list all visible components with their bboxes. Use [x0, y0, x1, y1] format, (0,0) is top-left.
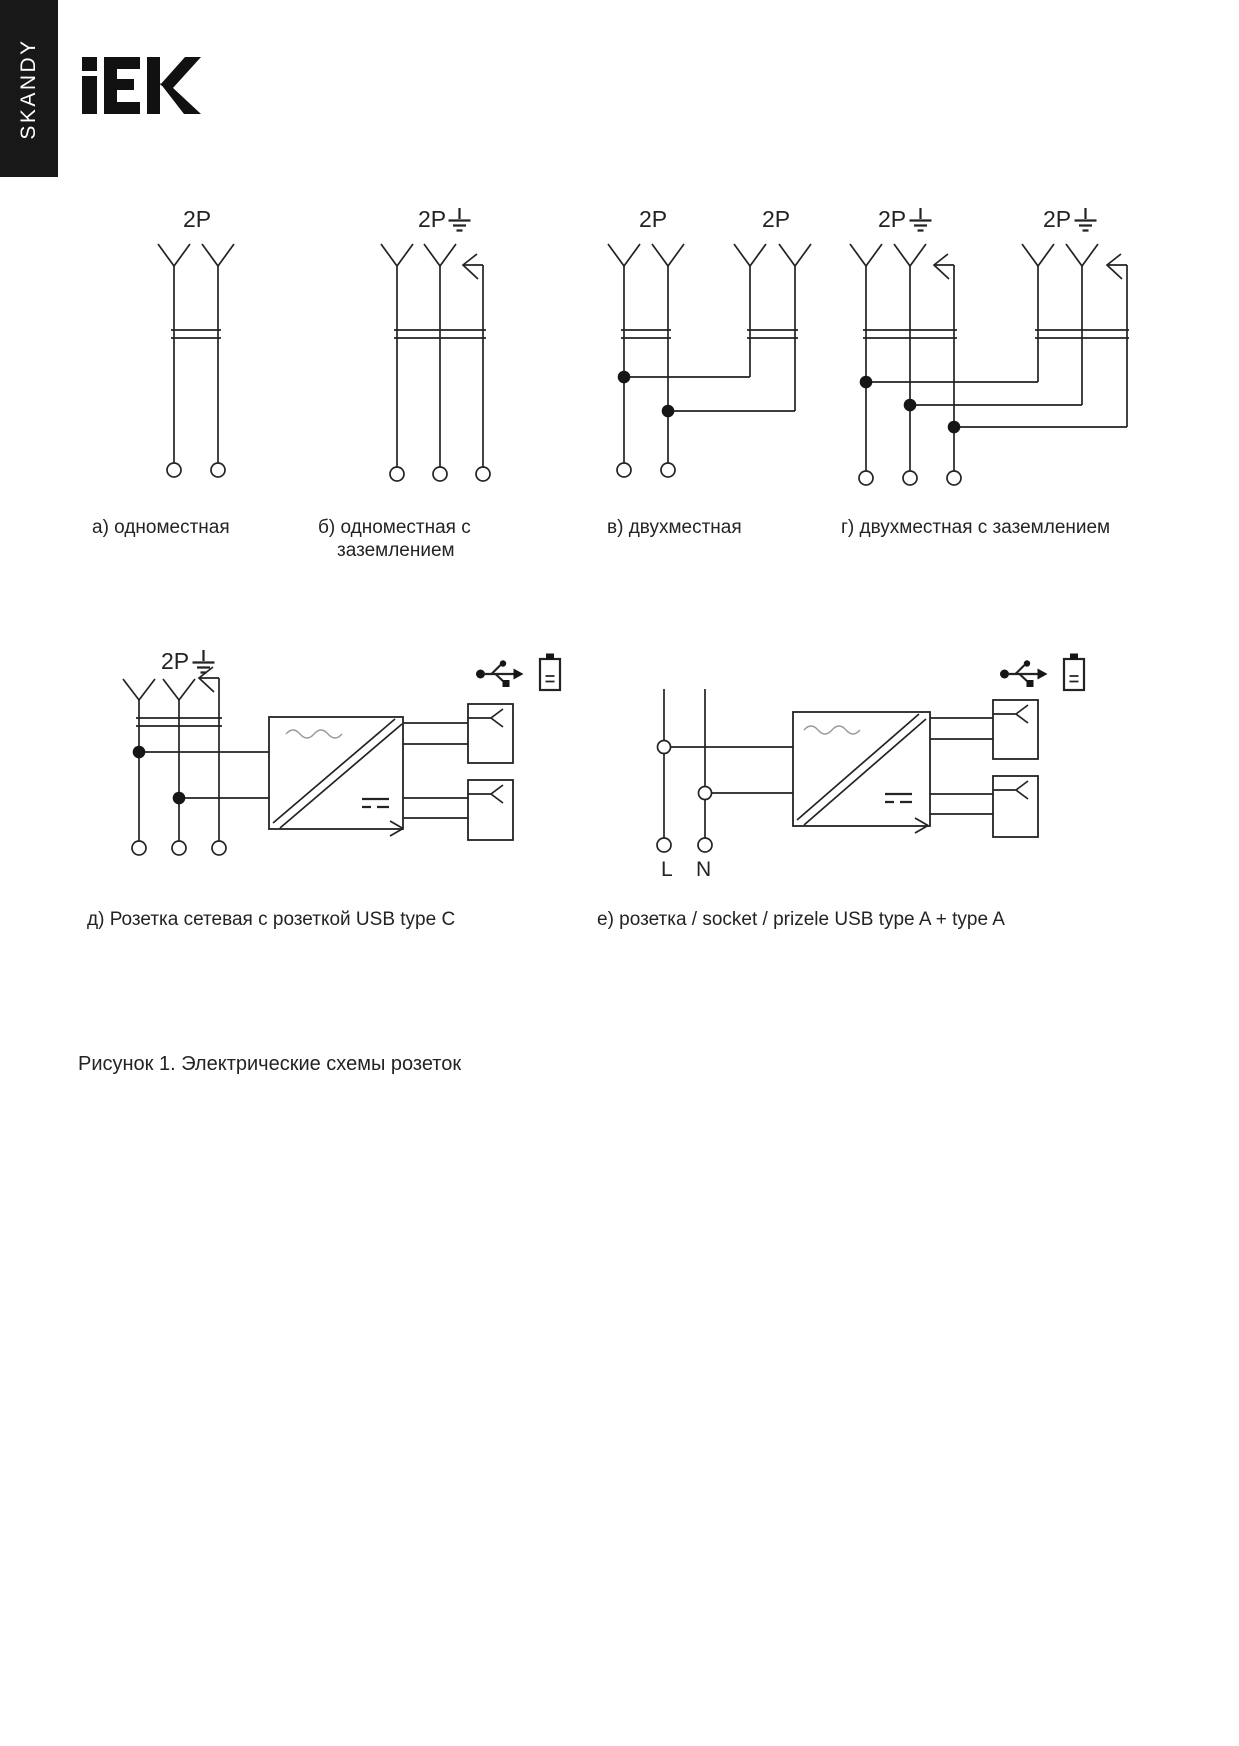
pole-count-label-g1: 2P — [878, 206, 907, 232]
ac-wave-icon — [804, 726, 860, 734]
earth-ground-icon — [910, 208, 932, 231]
socket-contact-icon — [381, 244, 456, 266]
diagram-b-single-socket-grounded — [381, 208, 490, 481]
usb-output-port-box — [468, 704, 513, 763]
neutral-terminal-label: N — [696, 858, 712, 881]
junction-dot — [662, 405, 675, 418]
junction-circle — [658, 741, 671, 754]
pole-count-label-g2: 2P — [1043, 206, 1072, 232]
pole-count-label-a: 2P — [183, 206, 212, 232]
usb-icon — [476, 660, 524, 687]
line-terminal-label: L — [661, 858, 673, 881]
socket-base-bar — [171, 330, 221, 338]
earthing-contact-arrow-icon — [199, 667, 214, 692]
terminal-circle — [903, 471, 917, 485]
battery-icon — [1064, 654, 1084, 691]
caption-g: г) двухместная с заземлением — [841, 517, 1111, 538]
diagram-g-double-socket-grounded — [850, 208, 1129, 485]
junction-dot — [618, 371, 631, 384]
usb-output-port-box — [993, 776, 1038, 837]
earthing-contact-arrow-icon — [934, 254, 949, 279]
pole-count-label-v1: 2P — [639, 206, 668, 232]
socket-contact-icon — [158, 244, 234, 266]
figure-caption: Рисунок 1. Электрические схемы розеток — [78, 1053, 462, 1075]
usb-output-port-box — [993, 700, 1038, 759]
usb-output-port-box — [468, 780, 513, 840]
earthing-contact-arrow-icon — [1107, 254, 1122, 279]
terminal-circle — [212, 841, 226, 855]
pole-count-label-v2: 2P — [762, 206, 791, 232]
terminal-circle — [433, 467, 447, 481]
socket-contact-icon — [993, 781, 1028, 799]
junction-dot — [173, 792, 186, 805]
diagram-e-socket-usb-a — [657, 654, 1084, 853]
caption-b-line2: заземлением — [337, 540, 455, 561]
battery-icon — [540, 654, 560, 691]
socket-contact-icon — [993, 705, 1028, 723]
earthing-contact-arrow-icon — [463, 254, 478, 279]
terminal-circle — [132, 841, 146, 855]
terminal-circle — [657, 838, 671, 852]
dc-symbol-icon — [362, 799, 389, 807]
terminal-circle — [698, 838, 712, 852]
ac-dc-converter-symbol — [793, 712, 930, 833]
socket-base-bar — [863, 330, 1129, 338]
diagram-d-socket-usb-c — [123, 650, 560, 855]
terminal-circle — [390, 467, 404, 481]
socket-contact-icon — [608, 244, 811, 266]
terminal-circle — [661, 463, 675, 477]
junction-dot — [948, 421, 961, 434]
socket-contact-icon — [850, 244, 1098, 266]
terminal-circle — [211, 463, 225, 477]
terminal-circle — [167, 463, 181, 477]
dc-symbol-icon — [885, 794, 912, 802]
ac-wave-icon — [286, 730, 342, 738]
caption-a: а) одноместная — [92, 517, 230, 538]
usb-icon — [1000, 660, 1048, 687]
earth-ground-icon — [449, 208, 471, 231]
terminal-circle — [859, 471, 873, 485]
brand-vertical-text: SKANDY — [17, 37, 40, 140]
socket-base-bar — [621, 330, 798, 338]
junction-dot — [860, 376, 873, 389]
terminal-circle — [617, 463, 631, 477]
junction-circle — [699, 787, 712, 800]
junction-dot — [904, 399, 917, 412]
earth-ground-icon — [1075, 208, 1097, 231]
diagram-a-single-socket — [158, 244, 234, 477]
pole-count-label-d: 2P — [161, 648, 190, 674]
socket-contact-icon — [468, 709, 503, 727]
terminal-circle — [172, 841, 186, 855]
terminal-circle — [947, 471, 961, 485]
ac-dc-converter-symbol — [269, 717, 403, 836]
terminal-circle — [476, 467, 490, 481]
pole-count-label-b: 2P — [418, 206, 447, 232]
junction-dot — [133, 746, 146, 759]
caption-d: д) Розетка сетевая с розеткой USB type C — [87, 909, 456, 930]
socket-contact-icon — [123, 679, 195, 700]
caption-v: в) двухместная — [607, 517, 742, 538]
caption-e: е) розетка / socket / prizele USB type A + type A — [597, 909, 1005, 930]
caption-b-line1: б) одноместная с — [318, 517, 471, 538]
diagram-v-double-socket — [608, 244, 811, 477]
socket-contact-icon — [468, 785, 503, 803]
